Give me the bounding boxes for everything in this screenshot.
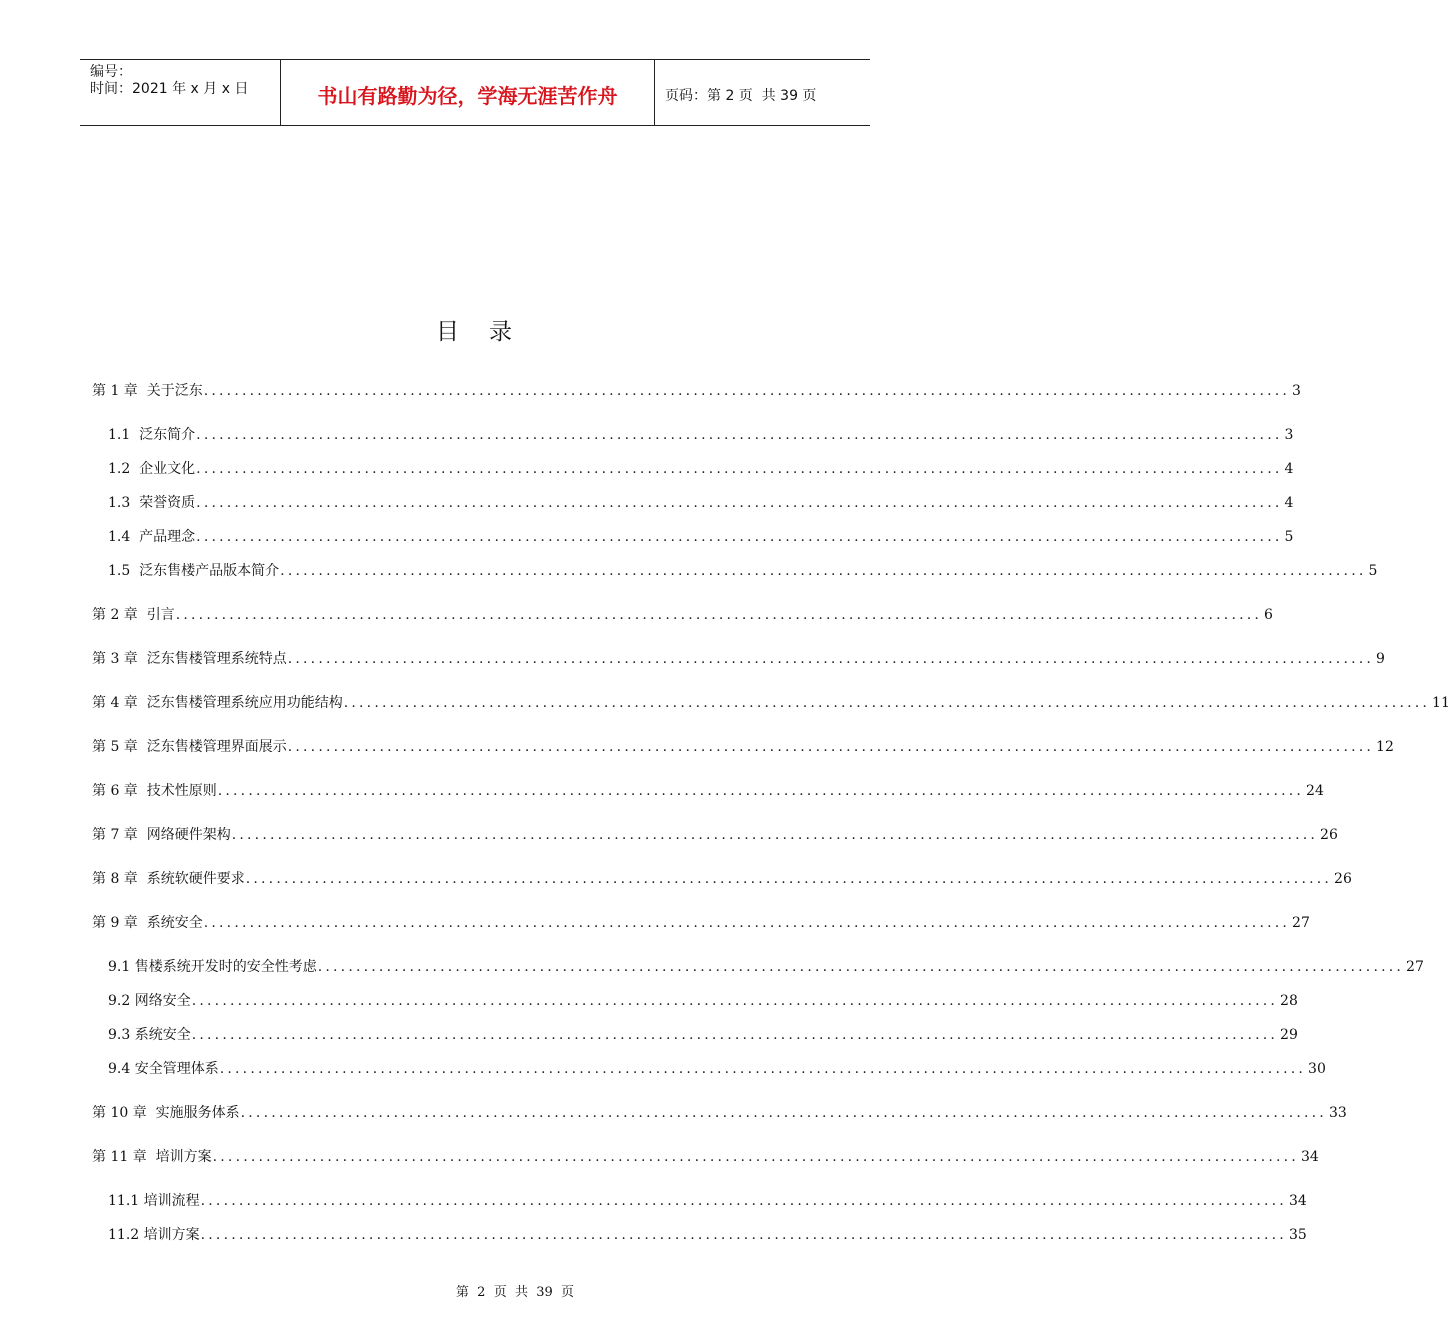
- toc-entry-page: 34: [1300, 1149, 1319, 1165]
- toc-leader-dots: ..............................................................................................................................................: [200, 1193, 1287, 1209]
- toc-entry-page: 33: [1328, 1105, 1347, 1121]
- toc-entry-page: 3: [1284, 427, 1294, 443]
- toc-entry-page: 5: [1284, 529, 1294, 545]
- toc-entry[interactable]: [92, 870, 1352, 888]
- toc-entry-page: 27: [1406, 959, 1424, 975]
- toc-entry[interactable]: [108, 494, 1294, 512]
- toc-entry-label: 第 11 章 培训方案: [92, 1149, 212, 1165]
- toc-leader-dots: ..............................................................................................................................................: [212, 1149, 1299, 1165]
- toc-leader-dots: ..............................................................................................................................................: [200, 1227, 1287, 1243]
- toc-entry-label: 9.1 售楼系统开发时的安全性考虑: [108, 959, 317, 975]
- toc-entry-page: 4: [1284, 495, 1294, 511]
- toc-leader-dots: ..............................................................................................................................................: [203, 383, 1291, 399]
- toc-entry[interactable]: [108, 460, 1294, 478]
- toc-leader-dots: ..............................................................................................................................................: [175, 607, 1263, 623]
- toc-entry[interactable]: [108, 1192, 1307, 1210]
- toc-leader-dots: ..............................................................................................................................................: [196, 427, 1283, 443]
- toc-leader-dots: ..............................................................................................................................................: [196, 461, 1283, 477]
- toc-entry-label: 第 9 章 系统安全: [92, 915, 203, 931]
- toc-entry-label: 第 1 章 关于泛东: [92, 383, 203, 399]
- toc-leader-dots: ..............................................................................................................................................: [203, 915, 1291, 931]
- toc-leader-dots: ..............................................................................................................................................: [280, 563, 1367, 579]
- toc-entry-page: 3: [1292, 383, 1301, 399]
- toc-leader-dots: ..............................................................................................................................................: [191, 993, 1279, 1009]
- toc-entry[interactable]: [108, 992, 1298, 1010]
- toc-entry[interactable]: [92, 826, 1338, 844]
- toc-entry-label: 1.2 企业文化: [108, 461, 196, 477]
- toc-entry[interactable]: [108, 528, 1294, 546]
- toc-entry[interactable]: [108, 1226, 1307, 1244]
- toc-entry-label: 1.5 泛东售楼产品版本简介: [108, 563, 280, 579]
- toc-entry-label: 第 8 章 系统软硬件要求: [92, 871, 245, 887]
- toc-entry[interactable]: [92, 782, 1324, 800]
- toc-title-right: 录: [489, 319, 514, 345]
- toc-entry[interactable]: [108, 1060, 1326, 1078]
- toc-entry-label: 11.1 培训流程: [108, 1193, 200, 1209]
- toc-entry-page: 29: [1280, 1027, 1298, 1043]
- toc-leader-dots: ..............................................................................................................................................: [240, 1105, 1327, 1121]
- toc-entry-label: 9.2 网络安全: [108, 993, 191, 1009]
- toc-leader-dots: ..............................................................................................................................................: [287, 739, 1375, 755]
- toc-entry-page: 12: [1376, 739, 1394, 755]
- toc-entry-page: 34: [1288, 1193, 1307, 1209]
- toc-entry[interactable]: [92, 1148, 1319, 1166]
- toc-entry-label: 11.2 培训方案: [108, 1227, 200, 1243]
- toc-entry-page: 26: [1334, 871, 1352, 887]
- toc-entry[interactable]: [92, 1104, 1347, 1122]
- toc-leader-dots: ..............................................................................................................................................: [287, 651, 1375, 667]
- toc-entry-label: 第 4 章 泛东售楼管理系统应用功能结构: [92, 695, 343, 711]
- toc-entry-page: 28: [1280, 993, 1298, 1009]
- toc-entry[interactable]: [108, 426, 1294, 444]
- toc-entry-label: 1.4 产品理念: [108, 529, 196, 545]
- toc-leader-dots: ..............................................................................................................................................: [217, 783, 1305, 799]
- toc-entry[interactable]: [108, 562, 1378, 580]
- toc-entry-label: 第 2 章 引言: [92, 607, 175, 623]
- toc-entry[interactable]: [92, 914, 1310, 932]
- toc-entry-page: 35: [1288, 1227, 1307, 1243]
- toc-entry-label: 第 3 章 泛东售楼管理系统特点: [92, 651, 287, 667]
- toc-entry-page: 6: [1264, 607, 1273, 623]
- toc-entry-page: 5: [1368, 563, 1378, 579]
- toc-leader-dots: ..............................................................................................................................................: [196, 529, 1283, 545]
- toc-leader-dots: ..............................................................................................................................................: [219, 1061, 1307, 1077]
- toc-entry-label: 第 6 章 技术性原则: [92, 783, 217, 799]
- header-page-number: 页码：第 2 页 共 39 页: [665, 87, 817, 104]
- toc-entry-page: 24: [1306, 783, 1324, 799]
- document-header: [80, 59, 870, 126]
- toc-leader-dots: ..............................................................................................................................................: [343, 695, 1431, 711]
- header-info-cell: [80, 60, 281, 125]
- toc-entry-label: 第 10 章 实施服务体系: [92, 1105, 240, 1121]
- toc-entry-label: 1.1 泛东简介: [108, 427, 196, 443]
- toc-leader-dots: ..............................................................................................................................................: [196, 495, 1283, 511]
- toc-entry[interactable]: [108, 1026, 1298, 1044]
- toc-entry-label: 9.3 系统安全: [108, 1027, 191, 1043]
- toc-title: [0, 313, 950, 346]
- toc-leader-dots: ..............................................................................................................................................: [191, 1027, 1279, 1043]
- toc-leader-dots: ..............................................................................................................................................: [245, 871, 1333, 887]
- toc-entry-page: 4: [1284, 461, 1294, 477]
- toc-title-left: 目: [436, 319, 461, 345]
- header-motto-cell: [281, 60, 655, 125]
- toc-entry-page: 30: [1308, 1061, 1326, 1077]
- header-page-cell: [655, 60, 870, 125]
- toc-entry[interactable]: [92, 606, 1273, 624]
- toc-entry[interactable]: [108, 958, 1424, 976]
- toc-entry-page: 9: [1376, 651, 1385, 667]
- toc-entry-page: 11: [1432, 695, 1450, 711]
- toc-entry-label: 9.4 安全管理体系: [108, 1061, 219, 1077]
- toc-leader-dots: ..............................................................................................................................................: [317, 959, 1405, 975]
- toc-entry[interactable]: [92, 694, 1450, 712]
- header-motto: 书山有路勤为径，学海无涯苦作舟: [317, 84, 618, 108]
- date-label: 时间：2021 年 x 月 x 日: [90, 81, 249, 97]
- footer-page-number: 第 2 页 共 39 页: [455, 1285, 575, 1300]
- toc-entry[interactable]: [92, 650, 1385, 668]
- toc-entry[interactable]: [92, 738, 1394, 756]
- serial-number-label: 编号：: [90, 64, 132, 80]
- toc-entry[interactable]: [92, 382, 1301, 400]
- toc-leader-dots: ..............................................................................................................................................: [231, 827, 1319, 843]
- page-footer: [0, 1281, 950, 1300]
- toc-entry-page: 26: [1320, 827, 1338, 843]
- toc-entry-page: 27: [1292, 915, 1310, 931]
- toc-entry-label: 第 5 章 泛东售楼管理界面展示: [92, 739, 287, 755]
- toc-entry-label: 第 7 章 网络硬件架构: [92, 827, 231, 843]
- toc-entry-label: 1.3 荣誉资质: [108, 495, 196, 511]
